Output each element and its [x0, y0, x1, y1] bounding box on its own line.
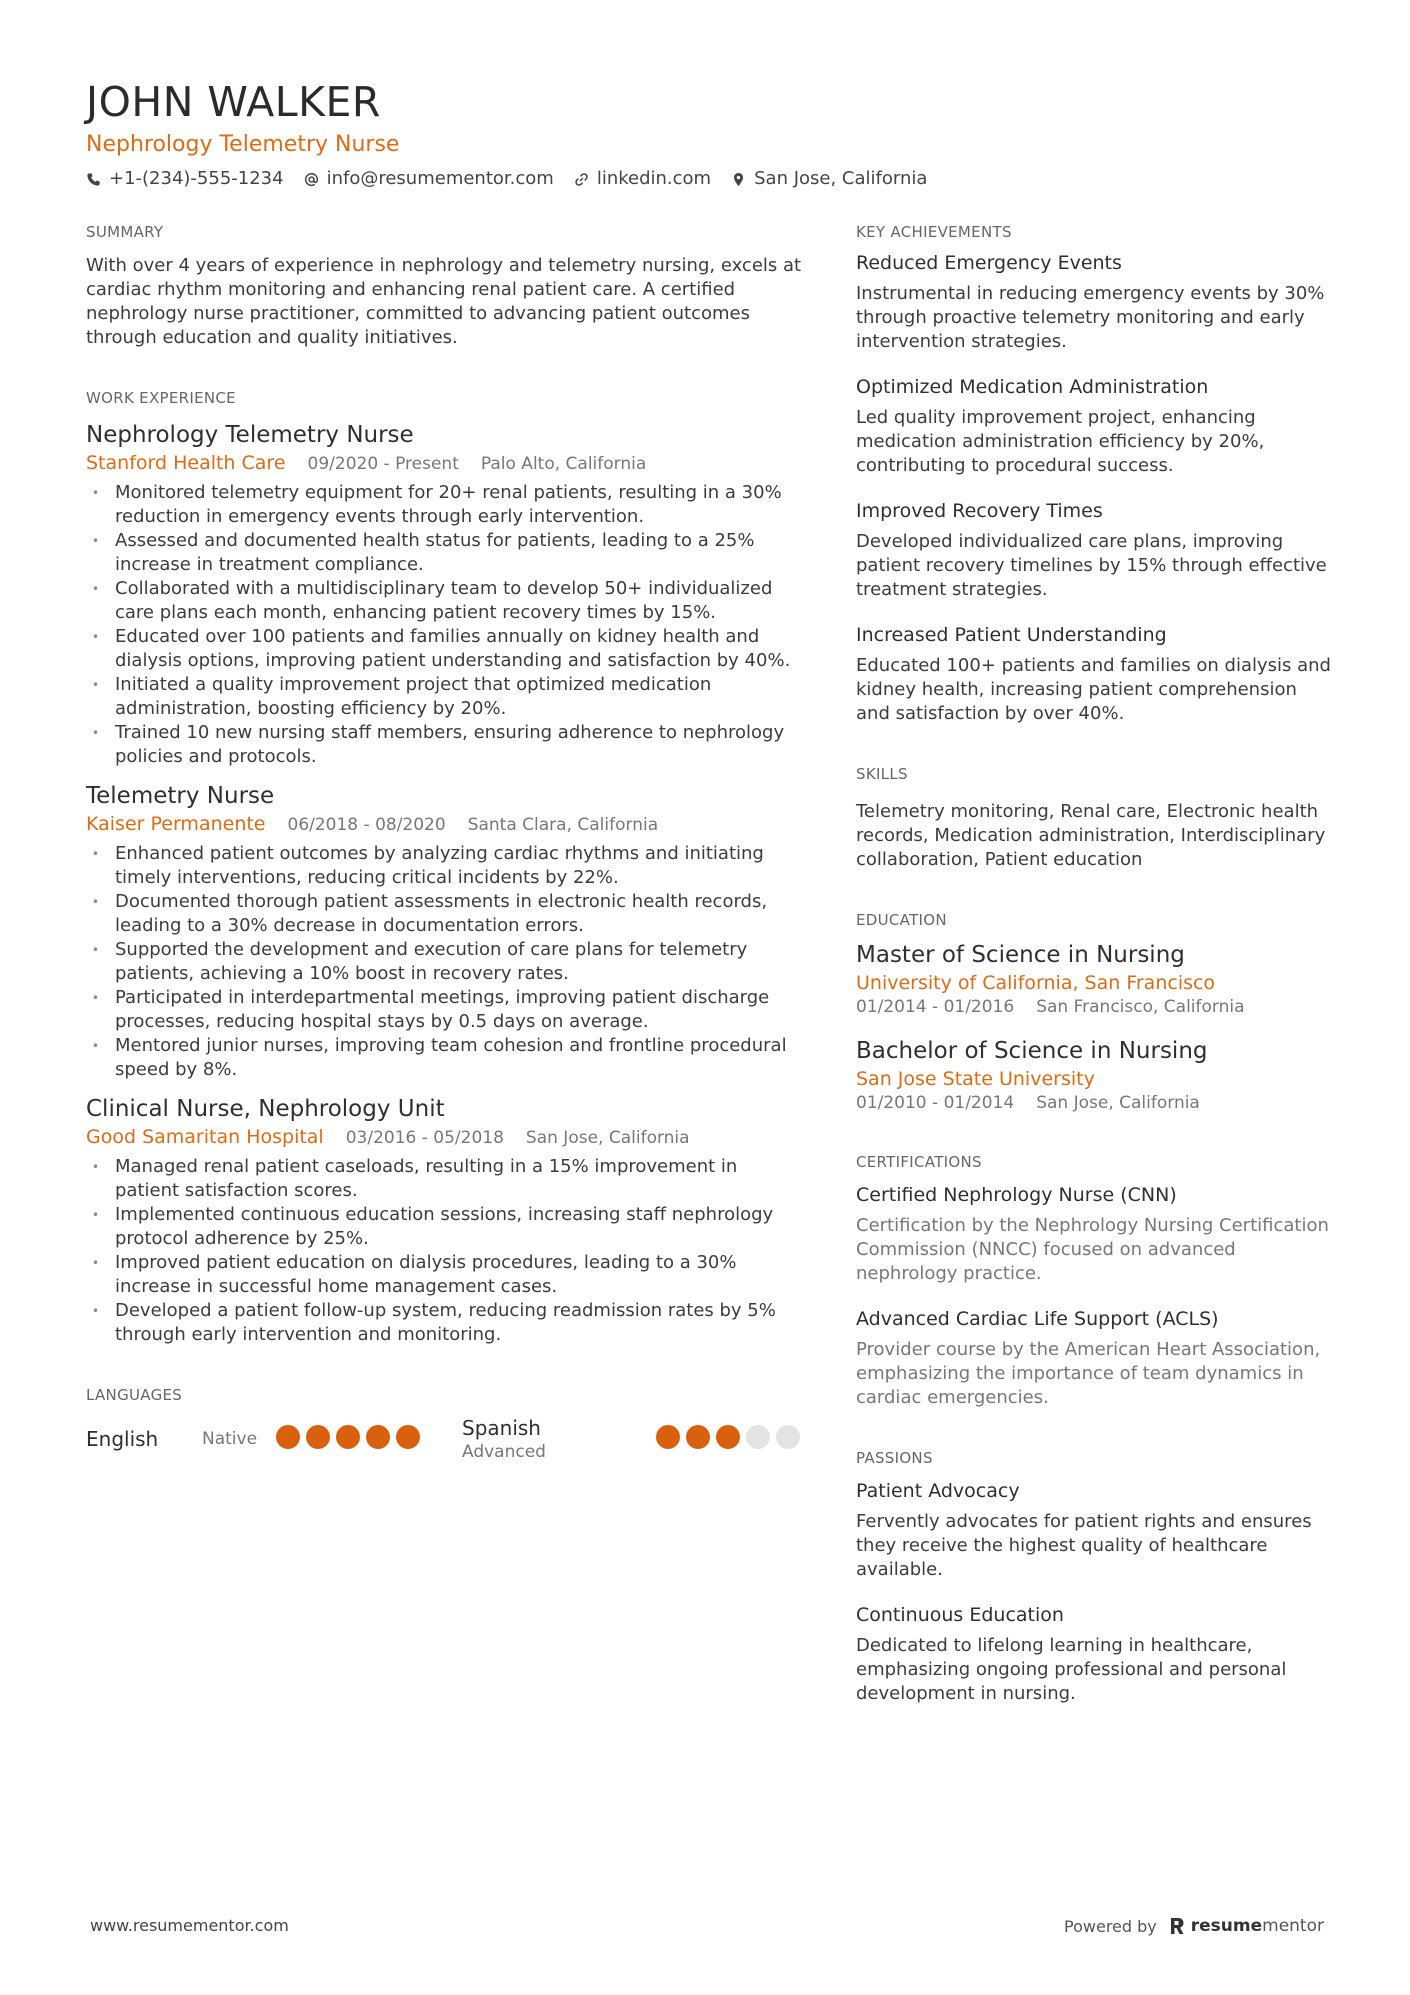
bullet-item: • Participated in interdepartmental meetings, improving patient discharge processes, reducing hospital stays by 0.5 days on average.: [86, 986, 806, 1034]
rating-dot-filled: [686, 1425, 710, 1449]
certifications-section: [856, 1152, 1332, 1410]
language-level: Advanced: [462, 1442, 546, 1462]
languages-heading: LANGUAGES: [86, 1386, 183, 1404]
contact-bar: [86, 166, 1332, 192]
bullet-item: • Enhanced patient outcomes by analyzing cardiac rhythms and initiating timely interventions, reducing critical incidents by 22%.: [86, 842, 806, 890]
at-icon: [304, 172, 319, 187]
rating-dot-filled: [306, 1425, 330, 1449]
bullet-item: • Supported the development and execution of care plans for telemetry patients, achieving a 10% boost in recovery rates.: [86, 938, 806, 986]
achievement-text: Developed individualized care plans, improving patient recovery timelines by 15% through effective treatment strategies.: [856, 531, 1327, 600]
skills-heading: SKILLS: [856, 765, 908, 783]
brand-logo[interactable]: [1169, 1916, 1324, 1936]
skills-section: [856, 764, 1332, 872]
certification-item: [856, 1182, 1332, 1286]
achievement-title: Optimized Medication Administration: [856, 376, 1209, 398]
summary-text: With over 4 years of experience in nephrology and telemetry nursing, excels at cardiac rhythm monitoring and enhancing renal patient care. A certified nephrology nurse practitioner, committed to advancing patient outcomes through education and quality initiatives.: [86, 255, 802, 348]
language-item: [86, 1425, 462, 1453]
candidate-name: JOHN WALKER: [86, 78, 381, 126]
job-entry: [86, 1094, 806, 1347]
job-bullets: [86, 842, 806, 1082]
achievements-heading: KEY ACHIEVEMENTS: [856, 223, 1012, 241]
achievement-text: Instrumental in reducing emergency events by 30% through proactive telemetry monitoring and early intervention strategies.: [856, 283, 1325, 352]
achievement-text: Educated 100+ patients and families on dialysis and kidney health, increasing patient comprehension and satisfaction by over 40%.: [856, 655, 1331, 724]
education-dates: 01/2014 - 01/2016: [856, 997, 1015, 1017]
certification-text: Provider course by the American Heart Association, emphasizing the importance of team dynamics in cardiac emergencies.: [856, 1339, 1321, 1408]
job-dates: 09/2020 - Present: [307, 454, 459, 474]
passions-heading: PASSIONS: [856, 1449, 933, 1467]
bullet-item: • Collaborated with a multidisciplinary team to develop 50+ individualized care plans each month, enhancing patient recovery times by 15%.: [86, 577, 806, 625]
passion-text: Fervently advocates for patient rights and ensures they receive the highest quality of healthcare available.: [856, 1511, 1312, 1580]
achievement-text: Led quality improvement project, enhancing medication administration efficiency by 20%, contributing to procedural success.: [856, 407, 1265, 476]
education-item: [856, 940, 1332, 1018]
contact-phone: +1-(234)-555-1234: [86, 166, 284, 192]
rating-dot-filled: [366, 1425, 390, 1449]
rating-dot-empty: [746, 1425, 770, 1449]
bullet-item: • Monitored telemetry equipment for 20+ renal patients, resulting in a 30% reduction in emergency events through early intervention.: [86, 481, 806, 529]
rating-dot-empty: [776, 1425, 800, 1449]
resumementor-logo-icon: [1169, 1917, 1185, 1935]
bullet-item: • Documented thorough patient assessments in electronic health records, leading to a 30% decrease in documentation errors.: [86, 890, 806, 938]
bullet-item: • Assessed and documented health status for patients, leading to a 25% increase in treatment compliance.: [86, 529, 806, 577]
language-name: English: [86, 1427, 159, 1451]
achievement-item: [856, 622, 1332, 726]
bullet-item: • Implemented continuous education sessions, increasing staff nephrology protocol adherence by 25%.: [86, 1203, 806, 1251]
job-location: Santa Clara, California: [467, 815, 659, 835]
education-section: [856, 910, 1332, 1114]
page-footer: [90, 1916, 1330, 1935]
language-name: Spanish: [462, 1416, 541, 1440]
certification-item: [856, 1306, 1332, 1410]
bullet-item: • Improved patient education on dialysis procedures, leading to a 30% increase in successful home management cases.: [86, 1251, 806, 1299]
contact-linkedin[interactable]: linkedin.com: [574, 166, 711, 192]
rating-dot-filled: [336, 1425, 360, 1449]
bullet-item: • Managed renal patient caseloads, resulting in a 15% improvement in patient satisfaction scores.: [86, 1155, 806, 1203]
passion-item: [856, 1602, 1332, 1706]
bullet-item: • Developed a patient follow-up system, reducing readmission rates by 5% through early intervention and monitoring.: [86, 1299, 806, 1347]
job-location: Palo Alto, California: [480, 454, 647, 474]
education-heading: EDUCATION: [856, 911, 947, 929]
achievement-title: Reduced Emergency Events: [856, 252, 1122, 274]
certification-title: Certified Nephrology Nurse (CNN): [856, 1184, 1177, 1206]
education-item: [856, 1036, 1332, 1114]
experience-section: [86, 388, 806, 1347]
degree-title: Bachelor of Science in Nursing: [856, 1038, 1208, 1064]
language-rating: [656, 1425, 806, 1453]
experience-heading: WORK EXPERIENCE: [86, 389, 236, 407]
job-title: Telemetry Nurse: [86, 783, 275, 809]
skills-text: Telemetry monitoring, Renal care, Electronic health records, Medication administration, Interdisciplinary collaboration, Patient education: [856, 801, 1326, 870]
education-dates: 01/2010 - 01/2014: [856, 1093, 1015, 1113]
job-org: Kaiser Permanente: [86, 813, 266, 835]
language-level: Native: [202, 1429, 258, 1449]
bullet-item: • Trained 10 new nursing staff members, ensuring adherence to nephrology policies and protocols.: [86, 721, 806, 769]
left-column: [86, 222, 806, 1463]
education-location: San Francisco, California: [1036, 997, 1245, 1017]
phone-icon: [86, 172, 101, 187]
passion-text: Dedicated to lifelong learning in healthcare, emphasizing ongoing professional and personal development in nursing.: [856, 1635, 1287, 1704]
right-column: [856, 222, 1332, 1706]
job-org: Stanford Health Care: [86, 452, 286, 474]
footer-website[interactable]: www.resumementor.com: [90, 1916, 289, 1935]
achievement-title: Improved Recovery Times: [856, 500, 1103, 522]
candidate-role: Nephrology Telemetry Nurse: [86, 132, 400, 157]
rating-dot-filled: [716, 1425, 740, 1449]
passions-section: [856, 1448, 1332, 1706]
summary-heading: SUMMARY: [86, 223, 164, 241]
job-title: Nephrology Telemetry Nurse: [86, 422, 414, 448]
link-icon: [574, 172, 589, 187]
degree-title: Master of Science in Nursing: [856, 942, 1185, 968]
education-location: San Jose, California: [1036, 1093, 1200, 1113]
job-bullets: [86, 1155, 806, 1347]
achievement-item: [856, 374, 1332, 478]
job-title: Clinical Nurse, Nephrology Unit: [86, 1096, 445, 1122]
location-pin-icon: [731, 172, 746, 187]
bullet-item: • Educated over 100 patients and families annually on kidney health and dialysis options, improving patient understanding and satisfaction by 40%.: [86, 625, 806, 673]
achievement-title: Increased Patient Understanding: [856, 624, 1167, 646]
languages-section: [86, 1385, 806, 1463]
certification-title: Advanced Cardiac Life Support (ACLS): [856, 1308, 1219, 1330]
passion-title: Continuous Education: [856, 1604, 1064, 1626]
job-entry: [86, 420, 806, 769]
summary-section: [86, 222, 806, 350]
language-rating: [276, 1425, 426, 1453]
job-location: San Jose, California: [525, 1128, 690, 1148]
certifications-heading: CERTIFICATIONS: [856, 1153, 982, 1171]
rating-dot-filled: [276, 1425, 300, 1449]
brand-name-bold: resume: [1190, 1916, 1263, 1936]
bullet-item: • Mentored junior nurses, improving team cohesion and frontline procedural speed by 8%.: [86, 1034, 806, 1082]
job-dates: 03/2016 - 05/2018: [345, 1128, 504, 1148]
rating-dot-filled: [396, 1425, 420, 1449]
rating-dot-filled: [656, 1425, 680, 1449]
contact-location: San Jose, California: [731, 166, 927, 192]
school-name: San Jose State University: [856, 1068, 1095, 1090]
job-bullets: [86, 481, 806, 769]
brand-name-light: mentor: [1262, 1916, 1324, 1936]
school-name: University of California, San Francisco: [856, 972, 1216, 994]
job-org: Good Samaritan Hospital: [86, 1126, 324, 1148]
passion-title: Patient Advocacy: [856, 1480, 1020, 1502]
bullet-item: • Initiated a quality improvement project that optimized medication administration, boosting efficiency by 20%.: [86, 673, 806, 721]
powered-by-label: Powered by: [1064, 1916, 1157, 1936]
language-item: [462, 1415, 806, 1463]
achievement-item: [856, 498, 1332, 602]
achievements-section: [856, 222, 1332, 726]
job-entry: [86, 781, 806, 1082]
contact-email[interactable]: info@resumementor.com: [304, 166, 554, 192]
resume-page: [86, 76, 1332, 1704]
passion-item: [856, 1478, 1332, 1582]
achievement-item: [856, 250, 1332, 354]
certification-text: Certification by the Nephrology Nursing Certification Commission (NNCC) focused on advanced nephrology practice.: [856, 1215, 1329, 1284]
job-dates: 06/2018 - 08/2020: [287, 815, 446, 835]
